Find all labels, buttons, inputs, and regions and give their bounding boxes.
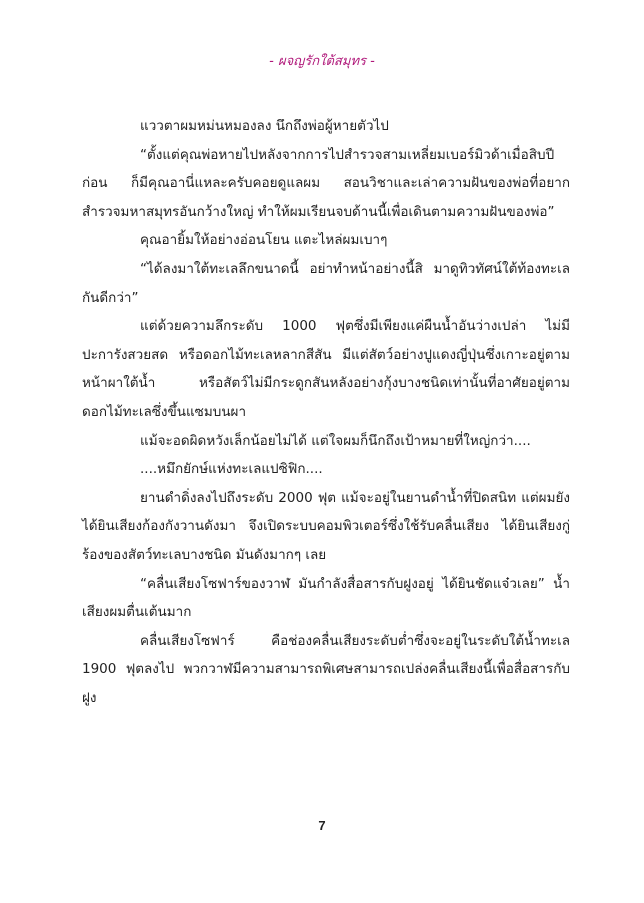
paragraph-9: “คลื่นเสียงโซฟาร์ของวาฬ มันกำลังสื่อสารกับฝูงอยู่ ได้ยินชัดแจ๋วเลย” น้ำเสียงผมตื่นเต้นมาก xyxy=(82,575,570,621)
paragraph-4: “ได้ลงมาใต้ทะเลลึกขนาดนี้ อย่าทำหน้าอย่างนี้สิ มาดูทิวทัศน์ใต้ท้องทะเลกันดีกว่า” xyxy=(82,260,570,306)
page-number: 7 xyxy=(318,818,326,833)
running-header: - ผจญรักใต้สมุทร - xyxy=(269,54,375,69)
paragraph-5: แต่ด้วยความลึกระดับ 1000 ฟุตซึ่งมีเพียงแค่ผืนน้ำอันว่างเปล่า ไม่มีปะการังสวยสด หรือดอกไม้ทะเลหลากสีสัน มีแต่สัตว์อย่างปูแดงญี่ปุ่นซึ่งเกาะอยู่ตามหน้าผาใต้น้ำ หรือสัตว์ไม่มีกระดูกสันหลังอย่างกุ้งบางชนิดเท่านั้นที่อาศัยอยู่ตามดอกไม้ทะเลซึ่งขึ้นแซมบนผา xyxy=(82,318,570,420)
paragraph-6: แม้จะอดผิดหวังเล็กน้อยไม่ได้ แต่ใจผมก็นึกถึงเป้าหมายที่ใหญ่กว่า.... xyxy=(140,432,531,449)
paragraph-3: คุณอายิ้มให้อย่างอ่อนโยน แตะไหล่ผมเบาๆ xyxy=(140,232,388,249)
paragraph-10: คลื่นเสียงโซฟาร์ คือช่องคลื่นเสียงระดับต่ำซึ่งจะอยู่ในระดับใต้น้ำทะเล 1900 ฟุตลงไป พวกวาฬมีความสามารถพิเศษสามารถเปล่งคลื่นเสียงนี้เพื่อสื่อสารกับฝูง xyxy=(82,632,570,706)
paragraph-8: ยานดำดิ่งลงไปถึงระดับ 2000 ฟุต แม้จะอยู่ในยานดำน้ำที่ปิดสนิท แต่ผมยังได้ยินเสียงก้องกังวานดังมา จึงเปิดระบบคอมพิวเตอร์ซึ่งใช้รับคลื่นเสียง ได้ยินเสียงกู่ร้องของสัตว์ทะเลบางชนิด มันดังมากๆ เลย xyxy=(82,489,570,563)
paragraph-1: แววตาผมหม่นหมองลง นึกถึงพ่อผู้หายตัวไป xyxy=(140,118,389,134)
paragraph-7: ....หมึกยักษ์แห่งทะเลแปซิฟิก.... xyxy=(140,461,323,478)
body-text xyxy=(82,112,570,712)
paragraph-2: “ตั้งแต่คุณพ่อหายไปหลังจากการไปสำรวจสามเหลี่ยมเบอร์มิวด้าเมื่อสิบปีก่อน ก็มีคุณอานี่แหละครับคอยดูแลผม สอนวิชาและเล่าความฝันของพ่อที่อยากสำรวจมหาสมุทรอันกว้างใหญ่ ทำให้ผมเรียนจบด้านนี้เพื่อเดินตามความฝันของพ่อ” xyxy=(82,146,570,220)
